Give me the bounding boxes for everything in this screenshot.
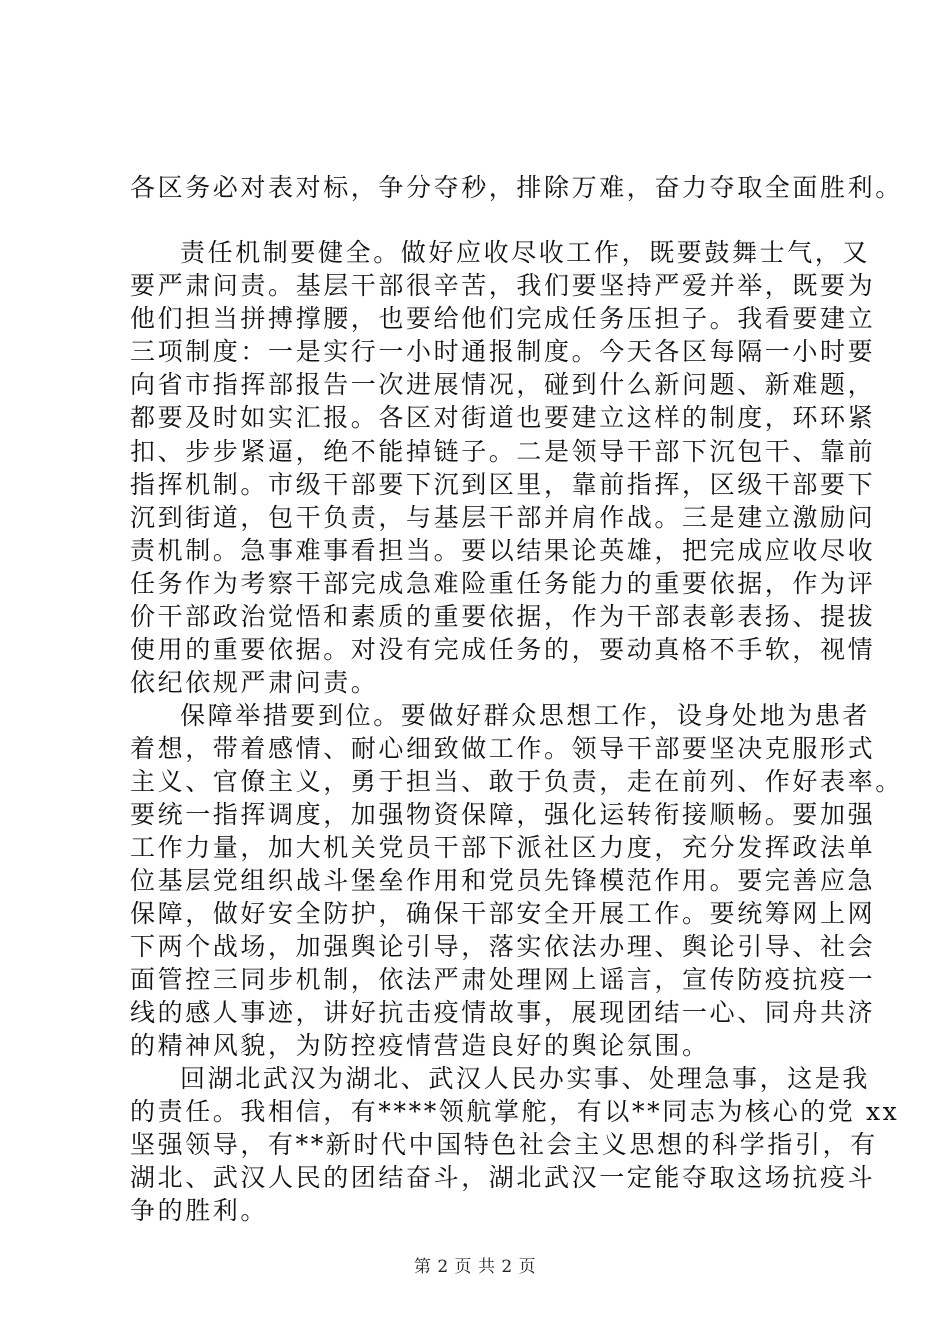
text-line: 保障，做好安全防护，确保干部安全开展工作。要统筹网上网 [130, 899, 876, 928]
text-line: 他们担当拼搏撑腰，也要给他们完成任务压担子。我看要建立 [130, 304, 876, 333]
text-line: 任务作为考察干部完成急难险重任务能力的重要依据，作为评 [130, 569, 876, 598]
text-line: 责任机制要健全。做好应收尽收工作，既要鼓舞士气，又 [180, 238, 871, 267]
text-line: 沉到街道，包干负责，与基层干部并肩作战。三是建立激励问 [130, 503, 876, 532]
text-line: 回湖北武汉为湖北、武汉人民办实事、处理急事，这是我 [180, 1064, 871, 1093]
text-line: 工作力量，加大机关党员干部下派社区力度，充分发挥政法单 [130, 833, 876, 862]
text-line: 位基层党组织战斗堡垒作用和党员先锋模范作用。要完善应急 [130, 866, 876, 895]
text-line: 主义、官僚主义，勇于担当、敢于负责，走在前列、作好表率。 [130, 767, 903, 796]
page-footer: 第 2 页 共 2 页 [413, 1257, 537, 1277]
text-line: 都要及时如实汇报。各区对街道也要建立这样的制度，环环紧 [130, 403, 876, 432]
text-line: 着想，带着感情、耐心细致做工作。领导干部要坚决克服形式 [130, 734, 876, 763]
text-line: 向省市指挥部报告一次进展情况，碰到什么新问题、新难题， [130, 370, 876, 399]
text-line: 的精神风貌，为防控疫情营造良好的舆论氛围。 [130, 1031, 710, 1060]
text-line: 要统一指挥调度，加强物资保障，强化运转衔接顺畅。要加强 [130, 800, 876, 829]
text-line: 扣、步步紧逼，绝不能掉链子。二是领导干部下沉包干、靠前 [130, 437, 876, 466]
text-line: 三项制度：一是实行一小时通报制度。今天各区每隔一小时要 [130, 337, 876, 366]
text-line: 下两个战场，加强舆论引导，落实依法办理、舆论引导、社会 [130, 932, 876, 961]
text-line: 保障举措要到位。要做好群众思想工作，设身处地为患者 [180, 701, 871, 730]
text-line: 依纪依规严肃问责。 [130, 668, 379, 697]
text-line: 的责任。我相信，有****领航掌舵，有以**同志为核心的党 xx [130, 1097, 900, 1126]
text-line: 价干部政治觉悟和素质的重要依据，作为干部表彰表扬、提拔 [130, 602, 876, 631]
text-line: 坚强领导，有**新时代中国特色社会主义思想的科学指引，有 [130, 1130, 878, 1159]
text-line: 指挥机制。市级干部要下沉到区里，靠前指挥，区级干部要下 [130, 470, 876, 499]
text-line: 责机制。急事难事看担当。要以结果论英雄，把完成应收尽收 [130, 536, 876, 565]
text-line: 使用的重要依据。对没有完成任务的，要动真格不手软，视情 [130, 635, 876, 664]
text-line: 湖北、武汉人民的团结奋斗，湖北武汉一定能夺取这场抗疫斗 [130, 1163, 876, 1192]
text-line: 争的胜利。 [130, 1196, 269, 1225]
text-line: 各区务必对表对标，争分夺秒，排除万难，奋力夺取全面胜利。 [130, 173, 903, 202]
text-line: 面管控三同步机制，依法严肃处理网上谣言，宣传防疫抗疫一 [130, 965, 876, 994]
text-line: 线的感人事迹，讲好抗击疫情故事，展现团结一心、同舟共济 [130, 998, 876, 1027]
text-line: 要严肃问责。基层干部很辛苦，我们要坚持严爱并举，既要为 [130, 271, 876, 300]
